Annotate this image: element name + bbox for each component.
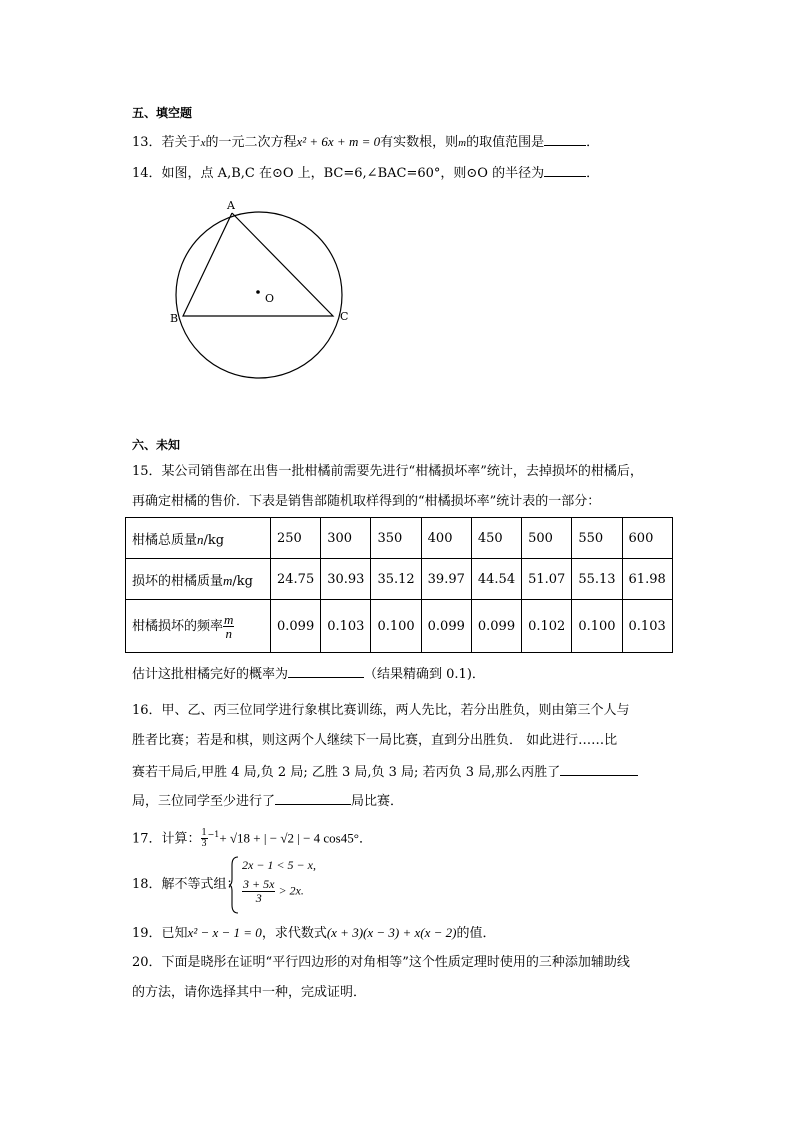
table-cell: 0.099 [271,600,321,653]
table-cell: 350 [371,518,421,559]
q17-expression: + √18 + | − √2 | − 4 cos45° [219,830,359,846]
q13-tail: ． [586,135,600,150]
q16-line3 [132,761,638,782]
table-cell: 250 [271,518,321,559]
q20-line1: 20．下面是晓彤在证明“平行四边形的对角相等”这个性质定理时使用的三种添加辅助线 [132,955,630,970]
q18-inequality-2: $\frac{3 + 5x}{3}$ > 2x. [243,877,304,905]
table-row [126,559,673,600]
table-cell: 0.099 [471,600,521,653]
q15-line1: 15．某公司销售部在出售一批柑橘前需要先进行“柑橘损坏率”统计，去掉损坏的柑橘后， [132,464,643,479]
table-cell: 35.12 [371,559,421,600]
q17-fraction: $\frac{1}{3}$ [201,827,207,850]
q17-tail: ． [358,831,372,847]
q19-expression: (x + 3)(x − 3) + x(x − 2) [326,925,457,940]
answer-blank[interactable] [560,761,638,776]
q13-text: 的取值范围是 [466,135,545,150]
q19-text: ，求代数式 [261,926,327,941]
center-point [256,290,260,294]
table-cell: 0.103 [622,600,672,653]
system-brace [228,855,240,915]
q16-text: 局，三位同学至少进行了 [132,794,276,809]
label-o: O [265,292,275,305]
q13-equation: x² + 6x + m = 0 [296,134,381,149]
q16-line1: 16．甲、乙、丙三位同学进行象棋比赛训练，两人先比，若分出胜负，则由第三个人与 [132,703,630,718]
q13-number: 13． [132,135,162,150]
answer-blank[interactable] [544,131,586,146]
table-cell: 39.97 [421,559,471,600]
section-6-title: 六、未知 [132,438,181,452]
q19-equation: x² − x − 1 = 0 [187,925,262,940]
table-cell: 500 [522,518,572,559]
q15-after-text: （结果精确到 0.1)． [364,667,485,682]
section-5-title: 五、填空题 [132,106,193,120]
answer-blank[interactable] [275,790,351,805]
q13-text: 若关于 [161,135,201,150]
q13-text: 的一元二次方程 [205,135,297,150]
label-b: B [170,312,179,325]
answer-blank[interactable] [544,162,586,177]
table-cell: 0.103 [321,600,371,653]
orange-damage-table [125,517,673,653]
table-cell: 450 [471,518,521,559]
table-cell: 300 [321,518,371,559]
table-cell: 0.099 [421,600,471,653]
label-c: C [340,310,349,323]
answer-blank[interactable] [288,663,364,678]
q13-var-m: m [458,137,467,149]
q15-after-text: 估计这批柑橘完好的概率为 [132,667,289,682]
q18-label: 18．解不等式组： [132,877,240,892]
table-cell: 44.54 [471,559,521,600]
q16-line4 [132,790,403,811]
q15-after [132,663,485,684]
table-cell: 24.75 [271,559,321,600]
q17-label: 17．计算： [132,831,201,847]
table-cell: 400 [421,518,471,559]
table-cell: 0.100 [371,600,421,653]
table-cell: 0.102 [522,600,572,653]
question-13 [132,131,599,152]
row-header: 损坏的柑橘质量m/kg [126,559,271,600]
table-cell: 61.98 [622,559,672,600]
label-a: A [227,199,235,212]
table-cell: 55.13 [572,559,622,600]
question-17 [132,826,372,849]
q16-line2: 胜者比赛；若是和棋，则这两个人继续下一局比赛，直到分出胜负． 如此进行……比 [132,733,618,748]
q17-exponent: −1 [207,830,220,839]
q19-label: 19．已知 [132,926,188,941]
circle-o [176,212,342,378]
table-cell: 550 [572,518,622,559]
row-header: 柑橘总质量n/kg [126,518,271,559]
q19-tail: 的值． [456,926,496,941]
q16-text: 赛若干局后,甲胜 4 局,负 2 局; 乙胜 3 局,负 3 局; 若丙负 3 局,那么丙胜了 [132,765,561,780]
table-cell: 600 [622,518,672,559]
triangle-abc [183,213,333,316]
table-row [126,518,673,559]
question-14 [132,162,599,183]
q20-line2: 的方法，请你选择其中一种，完成证明． [132,985,367,1000]
q16-text: 局比赛． [351,794,404,809]
table-row [126,600,673,653]
q13-text: 有实数根，则 [380,135,459,150]
table-cell: 0.100 [572,600,622,653]
q14-text: 14．如图，点 A,B,C 在⊙O 上，BC=6,∠BAC=60°，则⊙O 的半径为 [132,166,545,181]
q13-var-x: x [200,137,206,149]
q15-line2: 再确定柑橘的售价．下表是销售部随机取样得到的“柑橘损坏率”统计表的一部分： [132,494,601,509]
q18-inequality-1: 2x − 1 < 5 − x, [242,858,316,872]
table-cell: 30.93 [321,559,371,600]
circle-triangle-figure [160,196,370,386]
question-19 [132,924,496,943]
table-cell: 51.07 [522,559,572,600]
q14-tail: ． [586,166,600,181]
row-header: 柑橘损坏的频率 $\frac{m}{n}$ [126,600,271,653]
